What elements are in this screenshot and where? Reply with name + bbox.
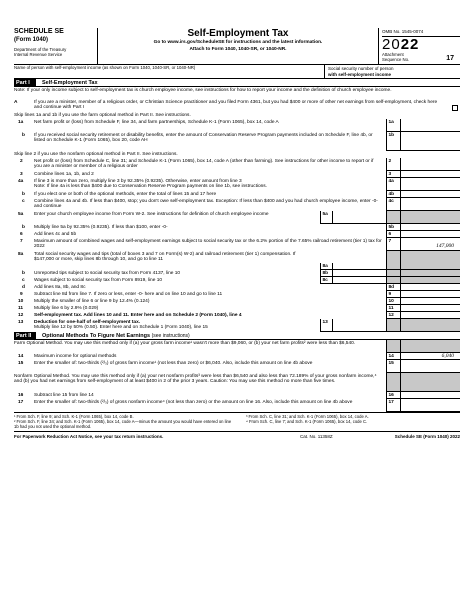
line-1a-row: 1a Net farm profit or (loss) from Schedule F, line 34, and farm partnerships, Schedule K-1 (Form 1065), box 14, code A 1a [14,119,460,132]
line-5a-amount[interactable] [332,211,386,224]
paperwork-notice: For Paperwork Reduction Act Notice, see your tax return instructions. [14,434,164,439]
part-1-header [14,79,460,87]
attach-note: Attach to Form 1040, 1040-SR, or 1040-NR. [189,46,287,52]
form-footer [14,431,460,441]
omb-number: OMB No. 1545-0074 [382,28,460,37]
schedule-se-form [14,28,460,600]
line-7-row: 7 Maximum amount of combined wages and self-employment earnings subject to social security tax or the 6.2% portion of the 7.65% railroad retirement (tier 1) tax for 2022 7 147,000 [14,238,460,251]
department-label: Department of the Treasury Internal Revenue Service [14,47,67,58]
line-15-row: 15 Enter the smaller of: two-thirds (²/₃) of gross farm income¹ (not less than zero) or $6,040. Also, include this amount on line 4b above 15 [14,360,460,373]
footnote-2: ² From Sch. F, line 34; and Sch. K-1 (Form 1065), box 14, code A—minus the amount you would have entered on line 1b had you not used the optional method. [14,419,232,430]
line-4c-row: c Combine lines 4a and 4b. If less than $400, stop; you don't owe self-employment tax. Exception: If less than $400 and you had church employee income, enter -0- and continue 4c [14,198,460,211]
attachment-sequence: Attachment Sequence No. 17 [382,52,454,62]
line-8b-row: b Unreported tips subject to social security tax from Form 4137, line 10 8b [14,270,460,277]
line-2-row: 2 Net profit or (loss) from Schedule C, line 31; and Schedule K-1 (Form 1065), box 14, code A (other than farming). See instructions for other income to report or if you are a minister or member of a religious order 2 [14,158,460,171]
line-3-amount[interactable] [400,171,460,178]
name-field[interactable]: Name of person with self-employment income (as shown on Form 1040, 1040-SR, or 1040-NR) [14,65,196,70]
omb-block [378,28,460,65]
line-13-amount[interactable] [332,319,386,332]
line-3-row: 3 Combine lines 1a, 1b, and 2 3 [14,171,460,178]
line-10-row: 10 Multiply the smaller of line 6 or line 9 by 12.4% (0.124) 10 [14,298,460,305]
part-2-tag: Part II [14,332,36,340]
line-4a-note: Note: If line 4a is less than $400 due to Conservation Reserve Program payments on line 1b, see instructions. [34,184,268,190]
line-13-row: 13 Deduction for one-half of self-employment tax. Multiply line 12 by 50% (0.50). Enter here and on Schedule 1 (Form 1040), line 15 13 [14,319,460,332]
line-14-row: 14 Maximum income for optional methods 14 6,040 [14,353,460,360]
line-4a-row: 4a If line 3 is more than zero, multiply line 3 by 92.35% (0.9235). Otherwise, enter amount from line 3 Note: If line 4a is less than $400 due to Conservation Reserve Program payments on line 1b, see instructions. 4a [14,178,460,191]
line-11-row: 11 Multiply line 6 by 2.9% (0.029) 11 [14,305,460,312]
form-header [14,28,460,65]
line-8d-row: d Add lines 8a, 8b, and 8c 8d [14,284,460,291]
part-1-title: Self-Employment Tax [42,80,98,86]
skip-note-1: Skip lines 1a and 1b if you use the farm optional method in Part II. See instructions. [14,113,191,118]
line-14-amount: 6,040 [400,353,460,360]
line-12-row: 12 Self-employment tax. Add lines 10 and 11. Enter here and on Schedule 2 (Form 1040), line 4 12 [14,312,460,319]
form-title: Self-Employment Tax [187,28,289,39]
instructions-link[interactable]: Go to www.irs.gov/ScheduleSE for instructions and the latest information. [153,40,323,45]
name-ssn-row [14,65,460,79]
line-1b-box: 1b [386,132,400,151]
nonfarm-optional-intro: Nonfarm Optional Method. You may use this method only if (a) your net nonfarm profits³ were less than $6,540 and also less than 72.189% of your gross nonfarm income,⁴ and (b) you had net earnings from self-employment of at least $400 in 2 of the prior 3 years. Caution: You may use this method no more than five times. [14,373,460,392]
line-1b-amount[interactable] [400,132,460,151]
schedule-reference: Schedule SE (Form 1040) 2022 [394,434,460,439]
line-8d-amount[interactable] [400,284,460,291]
form-id-block [14,28,98,65]
schedule-name: SCHEDULE SE [14,28,64,35]
line-1a-amount[interactable] [400,119,460,132]
line-16-row: 16 Subtract line 15 from line 14 16 [14,392,460,399]
skip-note-2: Skip line 2 if you use the nonfarm optional method in Part II. See instructions. [14,152,178,157]
footnotes [14,412,460,431]
line-8b-amount[interactable] [332,270,386,277]
line-8c-row: c Wages subject to social security tax from Form 8919, line 10 8c [14,277,460,284]
footnote-4: ⁴ From Sch. C, line 7; and Sch. K-1 (Form 1065), box 14, code C. [246,419,368,425]
line-2-amount[interactable] [400,158,460,171]
line-7-amount: 147,000 [400,238,460,251]
catalog-number: Cat. No. 11358Z [300,434,333,439]
line-5b-amount[interactable] [400,224,460,231]
line-17-amount[interactable] [400,399,460,412]
line-5a-row: 5a Enter your church employee income from Form W-2. See instructions for definition of church employee income 5a [14,211,460,224]
line-1b-row: b If you received social security retirement or disability benefits, enter the amount of Conservation Reserve Program payments included on Schedule F, line 4b, or listed on Schedule K-1 (Form 1065), box 20, code AH 1b [14,132,460,151]
line-4c-amount[interactable] [400,198,460,211]
ssn-field[interactable]: Social security number of person with self-employment income [324,65,394,79]
line-17-row: 17 Enter the smaller of: two-thirds (²/₃) of gross nonfarm income⁴ (not less than zero) or the amount on line 16. Also, include this amount on line 4b above 17 [14,399,460,412]
line-16-amount[interactable] [400,392,460,399]
line-5b-row: b Multiply line 5a by 92.35% (0.9235). If less than $100, enter -0- 5b [14,224,460,231]
line-9-amount[interactable] [400,291,460,298]
line-a-row: A If you are a minister, member of a religious order, or Christian Science practitioner and you filed Form 4361, but you had $400 or more of other net earnings from self-employment, check here and continue with Part I [14,99,460,112]
line-8c-amount[interactable] [332,277,386,284]
line-15-amount[interactable] [400,360,460,373]
form-title-block [98,28,378,65]
farm-optional-intro: Farm Optional Method. You may use this method only if (a) your gross farm income¹ wasn't more than $9,060, or (b) your net farm profits² were less than $6,540. [14,340,460,353]
line-9-row: 9 Subtract line 8d from line 7. If zero or less, enter -0- here and on line 10 and go to line 11 9 [14,291,460,298]
tax-year: 2022 [382,36,420,53]
line-10-amount[interactable] [400,298,460,305]
line-6-row: 6 Add lines 4c and 5b 6 [14,231,460,238]
form-number: (Form 1040) [14,37,49,43]
line-4b-amount[interactable] [400,191,460,198]
part-2-title: Optional Methods To Figure Net Earnings (see instructions) [42,333,190,339]
part-2-header [14,332,460,340]
line-8a-amount[interactable] [332,263,386,270]
line-6-amount[interactable] [400,231,460,238]
line-4b-row: b If you elect one or both of the optional methods, enter the total of lines 15 and 17 here 4b [14,191,460,198]
line-12-amount[interactable] [400,312,460,319]
line-4a-amount[interactable] [400,178,460,191]
part-1-tag: Part I [14,79,36,87]
line-a-checkbox[interactable] [452,105,458,111]
line-11-amount[interactable] [400,305,460,312]
part-1-note: Note: If your only income subject to self-employment tax is church employee income, see instructions for how to report your income and the definition of church employee income. [14,88,392,93]
footnote-3: ³ From Sch. C, line 31; and Sch. K-1 (Form 1065), box 14, code A. [246,414,369,419]
footnote-1: ¹ From Sch. F, line 9; and Sch. K-1 (Form 1065), box 14, code B. [14,414,134,419]
line-8a-row: 8a Total social security wages and tips (total of boxes 3 and 7 on Form(s) W-2) and railroad retirement (tier 1) compensation. If $147,000 or more, skip lines 8b through 10, and go to line 11 8a [14,251,460,270]
